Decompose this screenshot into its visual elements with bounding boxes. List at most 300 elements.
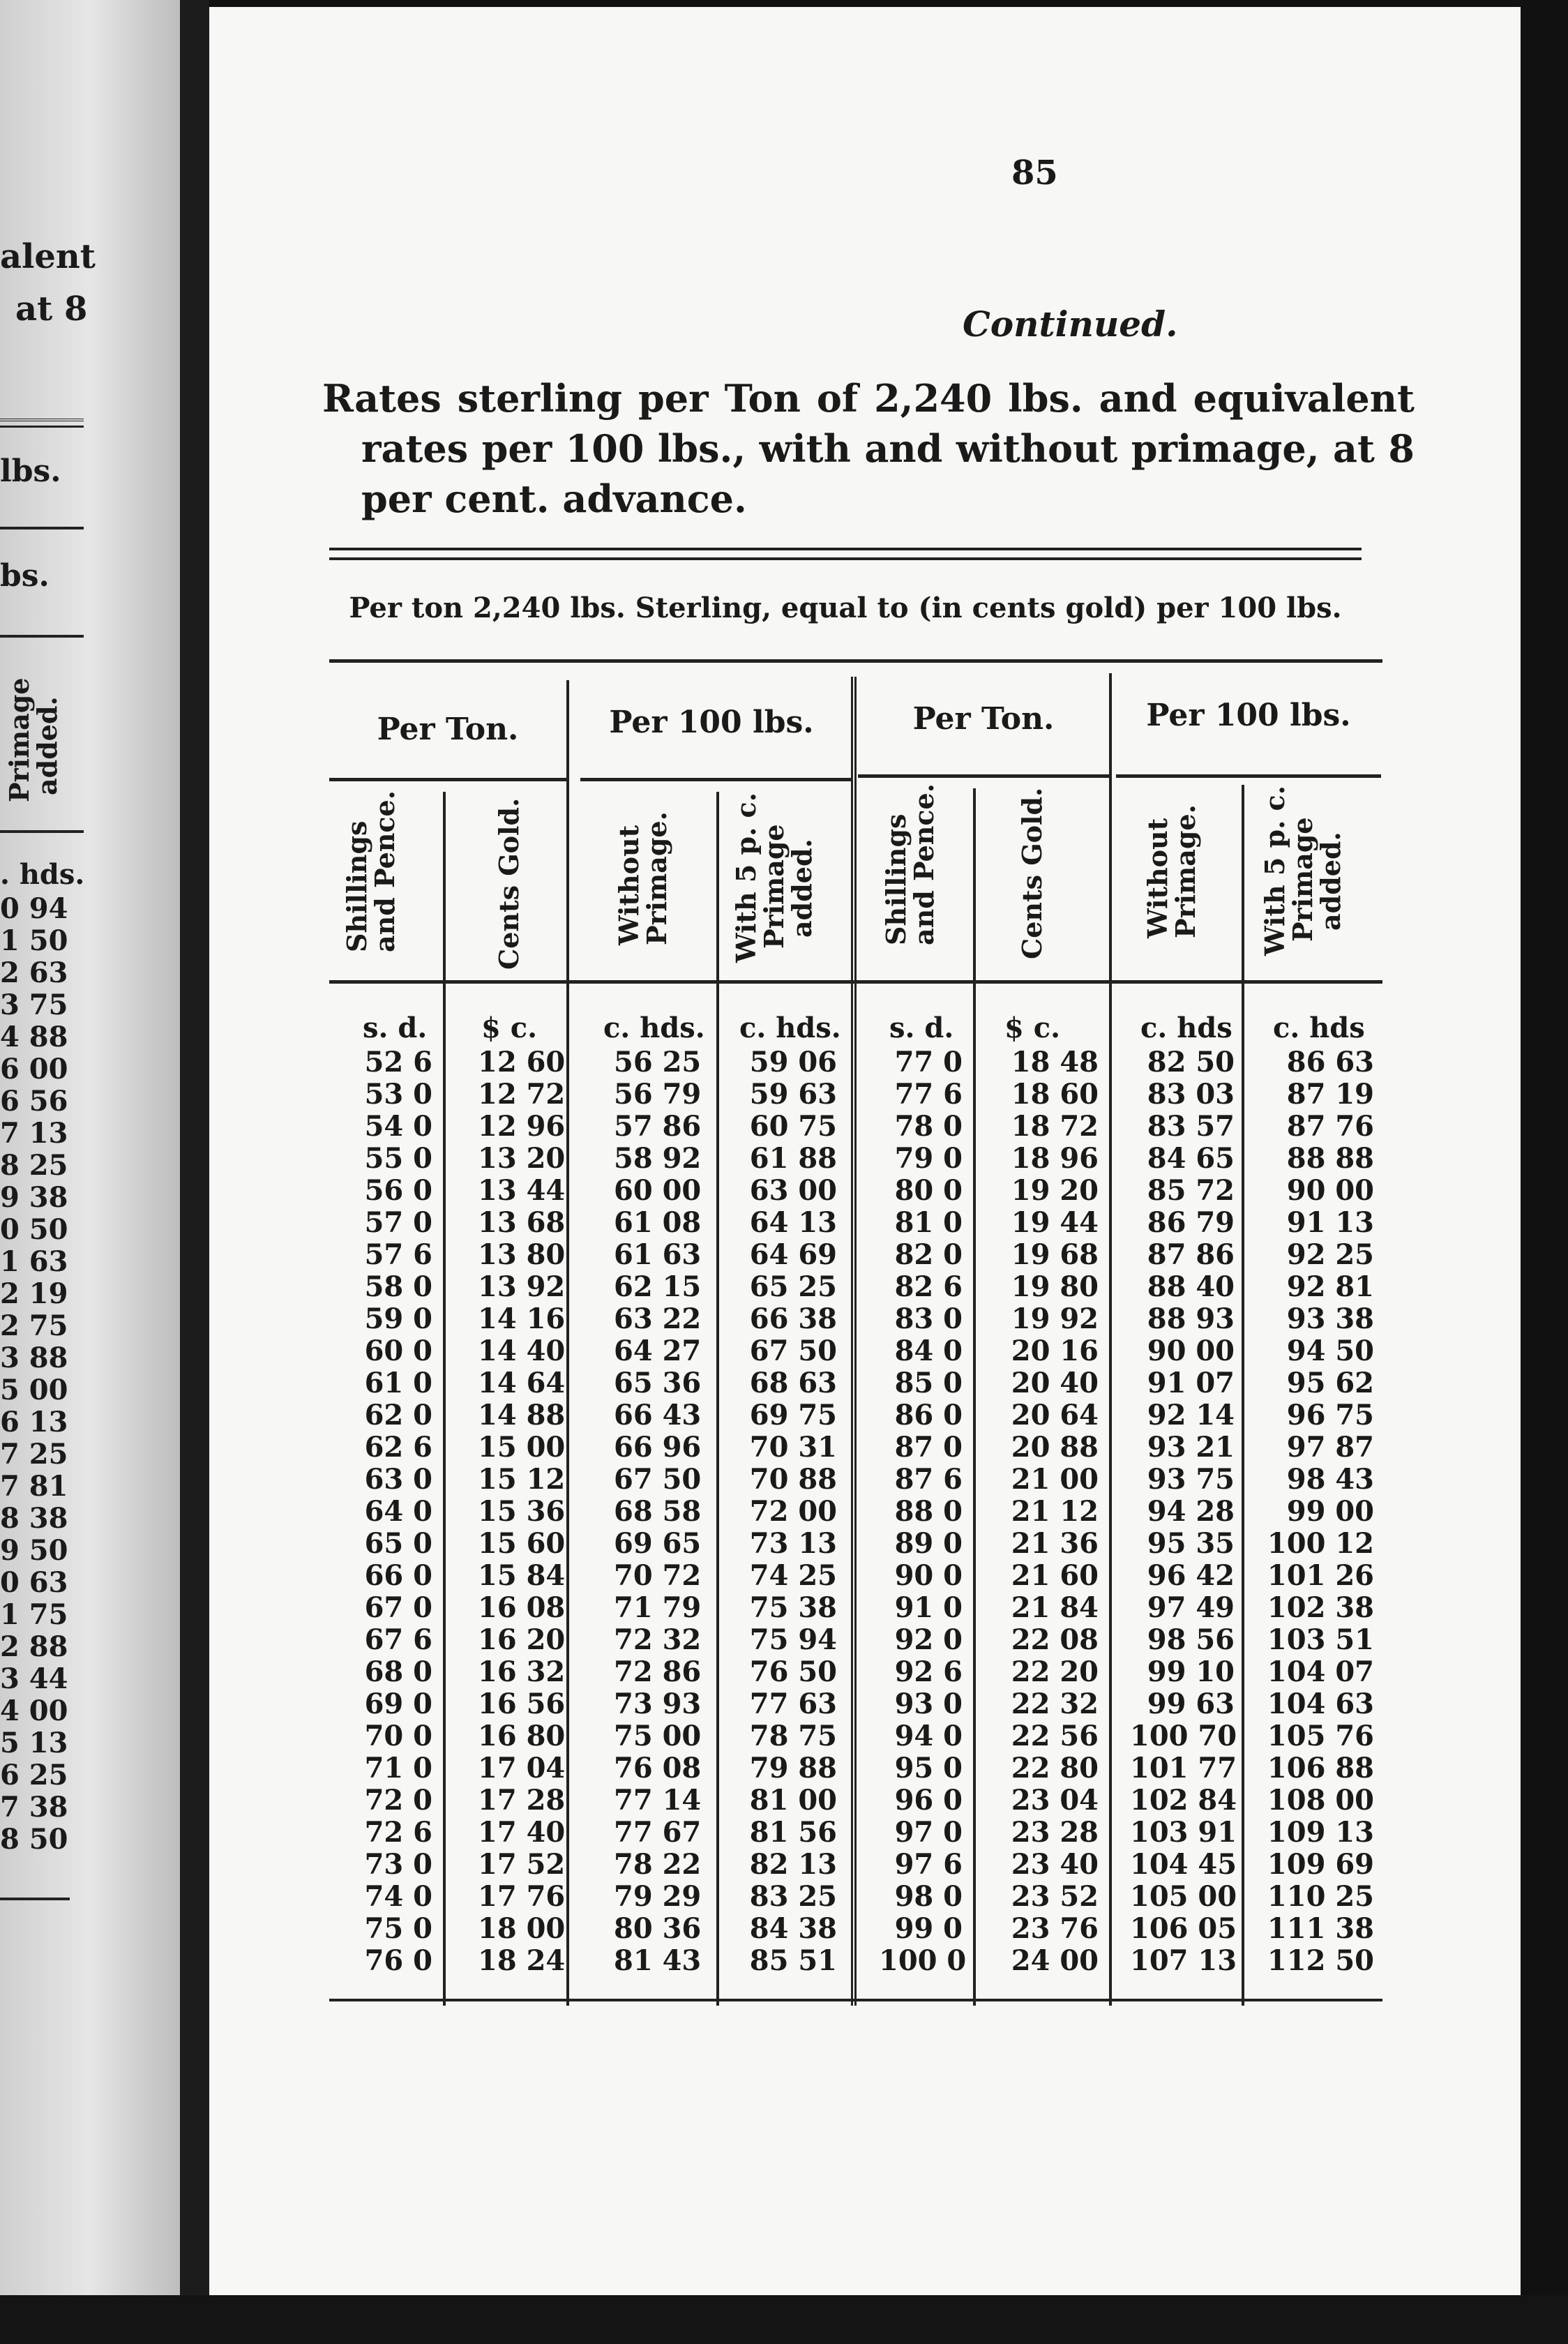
col-header-cents-gold-2 (1018, 788, 1046, 959)
table-cell: 20 64 (1011, 1399, 1099, 1432)
left-header-lbs-2: bs. (0, 558, 50, 594)
table-cell: 98 56 (1147, 1623, 1235, 1656)
table-cell: 92 25 (1286, 1238, 1374, 1271)
group-rule (329, 778, 566, 781)
table-cell: 100 12 (1267, 1527, 1374, 1560)
column-with-primage-2 (1266, 1046, 1374, 1977)
table-cell: 22 80 (1011, 1752, 1099, 1785)
col-header-line: Primage (758, 824, 790, 949)
table-cell: 15 60 (478, 1527, 566, 1560)
table-cell: 65 36 (614, 1367, 702, 1399)
left-table-cell: 4 88 (0, 1021, 68, 1053)
table-cell: 14 16 (478, 1302, 566, 1335)
table-cell: 19 80 (1011, 1270, 1099, 1303)
table-cell: 13 80 (478, 1238, 566, 1271)
table-cell: 60 0 (364, 1335, 432, 1367)
table-subtitle: Per ton 2,240 lbs. Sterling, equal to (in cents gold) per 100 lbs. (349, 592, 1342, 624)
table-cell: 99 63 (1147, 1688, 1235, 1720)
table-cell: 100 0 (879, 1944, 967, 1977)
table-cell: 23 52 (1011, 1880, 1099, 1913)
table-cell: 84 65 (1147, 1142, 1235, 1175)
table-cell: 76 08 (614, 1752, 702, 1785)
unit-label-dollars-cents-2: $ c. (1004, 1012, 1061, 1044)
column-cents-gold-1 (478, 1046, 566, 1977)
col-header-line: With 5 p. c. (730, 792, 762, 963)
table-cell: 52 6 (364, 1046, 432, 1079)
table-cell: 85 0 (894, 1367, 963, 1399)
table-cell: 13 44 (478, 1174, 566, 1207)
left-table-cell: 8 38 (0, 1502, 68, 1535)
table-cell: 79 0 (894, 1142, 963, 1175)
table-cell: 72 00 (749, 1495, 837, 1528)
table-cell: 23 28 (1011, 1816, 1099, 1849)
unit-label-c-hds-2: c. hds. (739, 1012, 841, 1044)
table-cell: 80 36 (614, 1912, 702, 1945)
table-cell: 103 91 (1130, 1816, 1237, 1849)
left-table-cell: 6 25 (0, 1759, 68, 1791)
left-table-cell: 8 50 (0, 1823, 68, 1856)
table-cell: 62 15 (614, 1270, 702, 1303)
col-header-line: added. (786, 839, 817, 938)
table-cell: 91 13 (1286, 1206, 1374, 1239)
table-cell: 57 0 (364, 1206, 432, 1239)
table-cell: 97 6 (894, 1848, 963, 1881)
table-cell: 23 76 (1011, 1912, 1099, 1945)
table-cell: 13 92 (478, 1270, 566, 1303)
table-cell: 19 44 (1011, 1206, 1099, 1239)
left-heading-line-1: alent (0, 237, 96, 276)
group-header-per-100-lbs-2: Per 100 lbs. (1146, 698, 1351, 733)
table-cell: 57 6 (364, 1238, 432, 1271)
table-cell: 56 25 (614, 1046, 702, 1079)
table-cell: 99 0 (894, 1912, 963, 1945)
table-cell: 86 0 (894, 1399, 963, 1432)
table-cell: 78 75 (749, 1720, 837, 1752)
table-cell: 78 22 (614, 1848, 702, 1881)
table-cell: 66 0 (364, 1559, 432, 1592)
table-cell: 18 60 (1011, 1078, 1099, 1111)
table-cell: 93 75 (1147, 1463, 1235, 1496)
group-header-per-ton-1: Per Ton. (377, 712, 519, 747)
column-with-primage-1 (746, 1046, 837, 1977)
table-cell: 12 96 (478, 1110, 566, 1143)
table-cell: 22 08 (1011, 1623, 1099, 1656)
book-spine (180, 0, 209, 2344)
table-cell: 22 56 (1011, 1720, 1099, 1752)
column-divider (716, 792, 719, 2006)
left-table-cell: 1 50 (0, 924, 68, 957)
left-table-cell: 3 75 (0, 989, 68, 1021)
table-cell: 92 81 (1286, 1270, 1374, 1303)
table-cell: 94 28 (1147, 1495, 1235, 1528)
left-rule (0, 1898, 70, 1900)
col-header-line: Primage (1287, 817, 1318, 942)
table-cell: 16 56 (478, 1688, 566, 1720)
table-cell: 95 62 (1286, 1367, 1374, 1399)
table-cell: 64 0 (364, 1495, 432, 1528)
table-cell: 63 22 (614, 1302, 702, 1335)
scan-bottom-edge (0, 2295, 1568, 2344)
table-cell: 23 40 (1011, 1848, 1099, 1881)
left-rule (0, 635, 84, 638)
table-cell: 17 40 (478, 1816, 566, 1849)
table-cell: 88 88 (1286, 1142, 1374, 1175)
table-cell: 64 13 (749, 1206, 837, 1239)
table-cell: 74 0 (364, 1880, 432, 1913)
table-cell: 68 0 (364, 1655, 432, 1688)
table-cell: 60 75 (749, 1110, 837, 1143)
table-cell: 20 40 (1011, 1367, 1099, 1399)
table-cell: 97 87 (1286, 1431, 1374, 1464)
table-cell: 66 38 (749, 1302, 837, 1335)
left-rule (0, 527, 84, 529)
col-header-cents-gold-1 (495, 798, 523, 970)
table-cell: 92 14 (1147, 1399, 1235, 1432)
table-cell: 90 00 (1147, 1335, 1235, 1367)
col-header-shillings-pence-2 (882, 783, 938, 945)
table-cell: 79 29 (614, 1880, 702, 1913)
table-cell: 21 84 (1011, 1591, 1099, 1624)
table-cell: 81 0 (894, 1206, 963, 1239)
column-divider-double (851, 677, 857, 2006)
left-col-header (3, 677, 63, 802)
column-cents-gold-2 (1008, 1046, 1099, 1977)
table-cell: 18 00 (478, 1912, 566, 1945)
table-cell: 84 38 (749, 1912, 837, 1945)
table-cell: 22 20 (1011, 1655, 1099, 1688)
table-cell: 88 40 (1147, 1270, 1235, 1303)
table-cell: 85 72 (1147, 1174, 1235, 1207)
table-cell: 87 0 (894, 1431, 963, 1464)
table-cell: 83 57 (1147, 1110, 1235, 1143)
unit-label-dollars-cents-1: $ c. (481, 1012, 538, 1044)
table-cell: 88 0 (894, 1495, 963, 1528)
table-cell: 17 28 (478, 1784, 566, 1817)
table-cell: 94 0 (894, 1720, 963, 1752)
table-cell: 77 14 (614, 1784, 702, 1817)
table-cell: 73 93 (614, 1688, 702, 1720)
unit-label-c-hds-3: c. hds (1140, 1012, 1232, 1044)
table-cell: 18 48 (1011, 1046, 1099, 1079)
table-cell: 81 56 (749, 1816, 837, 1849)
left-rule (0, 419, 84, 428)
table-cell: 56 0 (364, 1174, 432, 1207)
table-cell: 96 42 (1147, 1559, 1235, 1592)
table-cell: 77 63 (749, 1688, 837, 1720)
table-cell: 64 69 (749, 1238, 837, 1271)
table-cell: 66 96 (614, 1431, 702, 1464)
left-table-cell: 6 56 (0, 1085, 68, 1118)
left-table-cell: 1 75 (0, 1598, 68, 1631)
table-cell: 93 38 (1286, 1302, 1374, 1335)
left-col-header-line: Primage (3, 677, 35, 802)
table-bottom-rule (329, 1999, 1382, 2001)
left-col-header-line: added. (31, 696, 63, 795)
left-table-cell: 3 88 (0, 1342, 68, 1374)
table-cell: 104 63 (1267, 1688, 1374, 1720)
table-cell: 21 00 (1011, 1463, 1099, 1496)
table-cell: 78 0 (894, 1110, 963, 1143)
table-cell: 75 94 (749, 1623, 837, 1656)
table-cell: 20 88 (1011, 1431, 1099, 1464)
left-table-cell: 0 63 (0, 1566, 68, 1599)
table-cell: 97 49 (1147, 1591, 1235, 1624)
left-header-lbs-1: lbs. (0, 453, 61, 489)
table-cell: 100 70 (1130, 1720, 1237, 1752)
table-top-rule (329, 659, 1382, 663)
table-cell: 88 93 (1147, 1302, 1235, 1335)
table-cell: 80 0 (894, 1174, 963, 1207)
table-cell: 61 63 (614, 1238, 702, 1271)
col-header-line: With 5 p. c. (1259, 786, 1290, 956)
column-divider (443, 792, 446, 2006)
column-divider (1109, 673, 1112, 2006)
table-cell: 53 0 (364, 1078, 432, 1111)
table-cell: 12 72 (478, 1078, 566, 1111)
table-cell: 63 0 (364, 1463, 432, 1496)
table-cell: 59 0 (364, 1302, 432, 1335)
table-cell: 105 00 (1130, 1880, 1237, 1913)
table-cell: 12 60 (478, 1046, 566, 1079)
continued-heading: Continued. (963, 303, 1178, 345)
table-cell: 81 00 (749, 1784, 837, 1817)
page-number: 85 (1011, 153, 1058, 193)
table-cell: 65 25 (749, 1270, 837, 1303)
left-table-cell: 3 44 (0, 1662, 68, 1695)
group-header-per-ton-2: Per Ton. (912, 701, 1055, 737)
col-header-line: Without (1142, 818, 1173, 938)
group-rule (1116, 774, 1381, 778)
table-cell: 16 20 (478, 1623, 566, 1656)
table-cell: 73 13 (749, 1527, 837, 1560)
table-cell: 109 69 (1267, 1848, 1374, 1881)
left-unit-label: . hds. (0, 858, 85, 891)
table-cell: 19 68 (1011, 1238, 1099, 1271)
table-cell: 111 38 (1267, 1912, 1374, 1945)
table-cell: 75 38 (749, 1591, 837, 1624)
column-divider (566, 680, 569, 2006)
col-header-line: Shillings (880, 813, 912, 945)
table-cell: 15 12 (478, 1463, 566, 1496)
table-cell: 103 51 (1267, 1623, 1374, 1656)
left-table-cell: 4 00 (0, 1695, 68, 1727)
left-table-cell: 7 25 (0, 1438, 68, 1471)
table-cell: 14 64 (478, 1367, 566, 1399)
column-divider (973, 788, 976, 2006)
table-cell: 67 0 (364, 1591, 432, 1624)
table-cell: 106 05 (1130, 1912, 1237, 1945)
table-cell: 96 0 (894, 1784, 963, 1817)
left-heading-line-2: at 8 (15, 290, 88, 329)
table-cell: 83 0 (894, 1302, 963, 1335)
table-cell: 98 43 (1286, 1463, 1374, 1496)
column-shillings-pence-1 (363, 1046, 432, 1977)
table-cell: 94 50 (1286, 1335, 1374, 1367)
table-cell: 22 32 (1011, 1688, 1099, 1720)
table-cell: 92 0 (894, 1623, 963, 1656)
left-table-cell: 2 19 (0, 1277, 68, 1310)
table-cell: 19 92 (1011, 1302, 1099, 1335)
table-cell: 62 6 (364, 1431, 432, 1464)
table-cell: 19 20 (1011, 1174, 1099, 1207)
table-cell: 13 68 (478, 1206, 566, 1239)
table-cell: 81 43 (614, 1944, 702, 1977)
table-cell: 108 00 (1267, 1784, 1374, 1817)
table-cell: 58 0 (364, 1270, 432, 1303)
table-cell: 83 03 (1147, 1078, 1235, 1111)
left-table-cell: 6 13 (0, 1406, 68, 1438)
table-cell: 70 0 (364, 1720, 432, 1752)
table-cell: 87 76 (1286, 1110, 1374, 1143)
table-cell: 70 88 (749, 1463, 837, 1496)
left-table-cell: 6 00 (0, 1053, 68, 1085)
table-cell: 87 6 (894, 1463, 963, 1496)
col-header-shillings-pence-1 (343, 790, 399, 952)
left-rule (0, 830, 84, 833)
table-cell: 82 6 (894, 1270, 963, 1303)
col-header-with-primage-1 (732, 792, 816, 963)
group-rule (858, 774, 1109, 778)
table-cell: 109 13 (1267, 1816, 1374, 1849)
table-cell: 58 92 (614, 1142, 702, 1175)
table-cell: 107 13 (1130, 1944, 1237, 1977)
table-cell: 59 63 (749, 1078, 837, 1111)
table-cell: 93 0 (894, 1688, 963, 1720)
table-cell: 98 0 (894, 1880, 963, 1913)
table-cell: 65 0 (364, 1527, 432, 1560)
table-cell: 91 0 (894, 1591, 963, 1624)
col-header-line: and Pence. (369, 790, 400, 952)
table-cell: 74 25 (749, 1559, 837, 1592)
table-cell: 71 0 (364, 1752, 432, 1785)
table-cell: 15 36 (478, 1495, 566, 1528)
table-cell: 77 0 (894, 1046, 963, 1079)
col-header-line: Shillings (341, 820, 372, 952)
table-cell: 14 88 (478, 1399, 566, 1432)
table-cell: 21 60 (1011, 1559, 1099, 1592)
table-cell: 18 72 (1011, 1110, 1099, 1143)
col-header-line: and Pence. (908, 783, 940, 945)
table-cell: 92 6 (894, 1655, 963, 1688)
unit-label-s-d-1: s. d. (363, 1012, 428, 1044)
table-cell: 79 88 (749, 1752, 837, 1785)
table-cell: 63 00 (749, 1174, 837, 1207)
table-cell: 106 88 (1267, 1752, 1374, 1785)
table-cell: 69 0 (364, 1688, 432, 1720)
left-table-cell: 0 50 (0, 1213, 68, 1246)
table-cell: 72 32 (614, 1623, 702, 1656)
unit-label-c-hds-1: c. hds. (603, 1012, 705, 1044)
table-cell: 82 50 (1147, 1046, 1235, 1079)
left-table-cell: 7 38 (0, 1791, 68, 1824)
table-cell: 77 67 (614, 1816, 702, 1849)
table-cell: 72 86 (614, 1655, 702, 1688)
left-page-fragment (0, 0, 180, 2344)
table-cell: 62 0 (364, 1399, 432, 1432)
column-without-primage-2 (1130, 1046, 1235, 1977)
table-cell: 14 40 (478, 1335, 566, 1367)
left-table-cell: 8 25 (0, 1149, 68, 1182)
table-cell: 99 10 (1147, 1655, 1235, 1688)
table-cell: 83 25 (749, 1880, 837, 1913)
col-header-without-primage-1 (615, 811, 671, 945)
table-cell: 73 0 (364, 1848, 432, 1881)
table-cell: 69 65 (614, 1527, 702, 1560)
table-cell: 86 63 (1286, 1046, 1374, 1079)
table-cell: 72 0 (364, 1784, 432, 1817)
table-cell: 87 19 (1286, 1078, 1374, 1111)
table-cell: 76 50 (749, 1655, 837, 1688)
table-cell: 90 00 (1286, 1174, 1374, 1207)
table-cell: 15 00 (478, 1431, 566, 1464)
group-rule (580, 778, 852, 781)
table-cell: 21 12 (1011, 1495, 1099, 1528)
table-cell: 55 0 (364, 1142, 432, 1175)
table-cell: 87 86 (1147, 1238, 1235, 1271)
left-table-cell: 7 13 (0, 1117, 68, 1150)
left-table-cell: 2 75 (0, 1309, 68, 1342)
left-table-cell: 5 13 (0, 1727, 68, 1759)
table-cell: 102 38 (1267, 1591, 1374, 1624)
table-cell: 18 96 (1011, 1142, 1099, 1175)
table-cell: 15 84 (478, 1559, 566, 1592)
table-cell: 105 76 (1267, 1720, 1374, 1752)
table-cell: 70 31 (749, 1431, 837, 1464)
table-cell: 86 79 (1147, 1206, 1235, 1239)
col-header-with-primage-2 (1261, 786, 1345, 956)
table-cell: 66 43 (614, 1399, 702, 1432)
unit-label-s-d-2: s. d. (889, 1012, 954, 1044)
column-divider (1242, 785, 1244, 2006)
left-table-cell: 9 50 (0, 1534, 68, 1567)
table-cell: 101 26 (1267, 1559, 1374, 1592)
col-header-line: Cents Gold. (1016, 787, 1048, 959)
table-cell: 99 00 (1286, 1495, 1374, 1528)
table-cell: 102 84 (1130, 1784, 1237, 1817)
table-cell: 69 75 (749, 1399, 837, 1432)
table-cell: 16 80 (478, 1720, 566, 1752)
table-cell: 61 88 (749, 1142, 837, 1175)
table-cell: 110 25 (1267, 1880, 1374, 1913)
table-cell: 61 08 (614, 1206, 702, 1239)
left-table-cell: 2 88 (0, 1630, 68, 1663)
table-cell: 70 72 (614, 1559, 702, 1592)
table-cell: 82 0 (894, 1238, 963, 1271)
table-cell: 77 6 (894, 1078, 963, 1111)
unit-label-c-hds-4: c. hds (1273, 1012, 1365, 1044)
table-cell: 96 75 (1286, 1399, 1374, 1432)
table-cell: 75 00 (614, 1720, 702, 1752)
left-table-cell: 1 63 (0, 1245, 68, 1278)
column-shillings-pence-2 (879, 1046, 967, 1977)
table-cell: 17 04 (478, 1752, 566, 1785)
table-cell: 82 13 (749, 1848, 837, 1881)
left-table-cell: 9 38 (0, 1181, 68, 1214)
table-cell: 21 36 (1011, 1527, 1099, 1560)
col-header-line: Cents Gold. (493, 797, 525, 970)
table-cell: 93 21 (1147, 1431, 1235, 1464)
table-cell: 101 77 (1130, 1752, 1237, 1785)
table-cell: 60 00 (614, 1174, 702, 1207)
table-cell: 104 07 (1267, 1655, 1374, 1688)
left-table-cell: 7 81 (0, 1470, 68, 1503)
col-header-without-primage-2 (1144, 804, 1200, 938)
column-without-primage-1 (614, 1046, 702, 1977)
table-cell: 68 58 (614, 1495, 702, 1528)
table-caption: Rates sterling per Ton of 2,240 lbs. and equivalent rates per 100 lbs., with and without primage, at 8 per cent. advance. (322, 376, 1415, 521)
table-cell: 75 0 (364, 1912, 432, 1945)
table-cell: 67 6 (364, 1623, 432, 1656)
